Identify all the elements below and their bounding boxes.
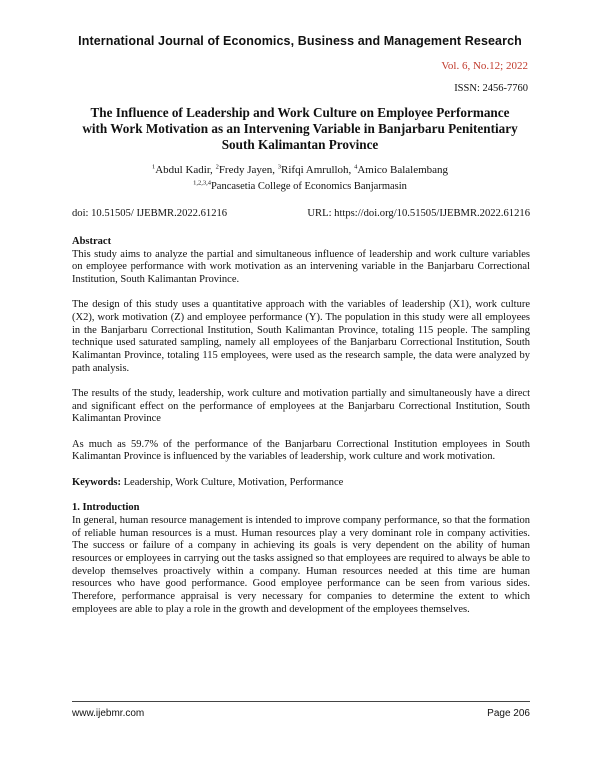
title-line-2: with Work Motivation as an Intervening Variable in Banjarbaru Penitentiary	[82, 121, 518, 136]
author-name: Fredy Jayen,	[218, 164, 278, 176]
affiliation-text: Pancasetia College of Economics Banjarmasin	[210, 181, 407, 192]
abstract-paragraph-3: The results of the study, leadership, work culture and motivation partially and simultaneously have a direct and significant effect on the performance of employees at the Banjarbaru Correctional Institution, South Kalimantan Province	[72, 388, 530, 425]
author-sup: 4	[354, 163, 358, 171]
volume-issue: Vol. 6, No.12; 2022	[441, 60, 528, 72]
author-name: Rifqi Amrulloh,	[281, 164, 355, 176]
author-sup: 3	[277, 163, 282, 171]
author-sup: 2	[215, 163, 219, 171]
issn: ISSN: 2456-7760	[454, 83, 528, 94]
doi-row	[72, 208, 530, 219]
article-body	[72, 236, 530, 629]
author-name: Amico Balalembang	[357, 164, 449, 176]
article-title	[60, 105, 540, 153]
author-sup: 1	[151, 163, 156, 171]
author-list	[0, 164, 600, 176]
abstract-paragraph-1: This study aims to analyze the partial and simultaneous influence of leadership and work culture variables on employee performance with work motivation as an intervening variable in the Banjarbaru Correctional Institution, South Kalimantan Province.	[72, 248, 530, 286]
introduction-paragraph: In general, human resource management is intended to improve company performance, so that the formation of reliable human resources is a must. Human resources play a very dominant role in company activities. The success or failure of a company in achieving its goals is very dependent on the ability of human resources or employees in carrying out the tasks assigned so that employees are required to always be able to develop themselves proactively within a company. Human resources needed at this time are human resources who have good performance. Good employee performance can be seen from various sides. Therefore, performance appraisal is very necessary for companies to determine the extent to which employees are able to play a role in the growth and development of the employees themselves.	[72, 514, 530, 615]
title-line-1: The Influence of Leadership and Work Culture on Employee Performance	[90, 105, 510, 120]
affiliation-sup: 1,2,3,4	[193, 179, 211, 187]
doi-url[interactable]: URL: https://doi.org/10.51505/IJEBMR.2022.61216	[307, 208, 530, 219]
title-line-3: South Kalimantan Province	[221, 137, 379, 152]
footer-divider	[72, 701, 530, 702]
keywords	[72, 477, 530, 490]
introduction-heading: 1. Introduction	[72, 502, 140, 514]
abstract-paragraph-2: The design of this study uses a quantitative approach with the variables of leadership (X1), work culture (X2), work motivation (Z) and employee performance (Y). The population in this study were all employees in the Banjarbaru Correctional Institution, South Kalimantan Province, totaling 115 people. The sampling technique used saturated sampling, namely all employees of the Banjarbaru Correctional Institution, South Kalimantan Province, totaling 115 employees, were used as the research sample, the data were analyzed by path analysis.	[72, 299, 530, 374]
keywords-text: Leadership, Work Culture, Motivation, Performance	[121, 476, 344, 488]
footer-page-number: Page 206	[487, 708, 530, 719]
author-name: Abdul Kadir,	[155, 164, 216, 176]
keywords-label: Keywords:	[72, 476, 121, 488]
footer-website[interactable]: www.ijebmr.com	[72, 708, 145, 719]
abstract-heading: Abstract	[72, 236, 112, 247]
doi[interactable]: doi: 10.51505/ IJEBMR.2022.61216	[72, 208, 228, 219]
journal-name: International Journal of Economics, Business and Management Research	[78, 34, 522, 48]
abstract-paragraph-4: As much as 59.7% of the performance of the Banjarbaru Correctional Institution employees in South Kalimantan Province is influenced by the variables of leadership, work culture and work motivation.	[72, 438, 530, 463]
affiliation	[0, 181, 600, 192]
